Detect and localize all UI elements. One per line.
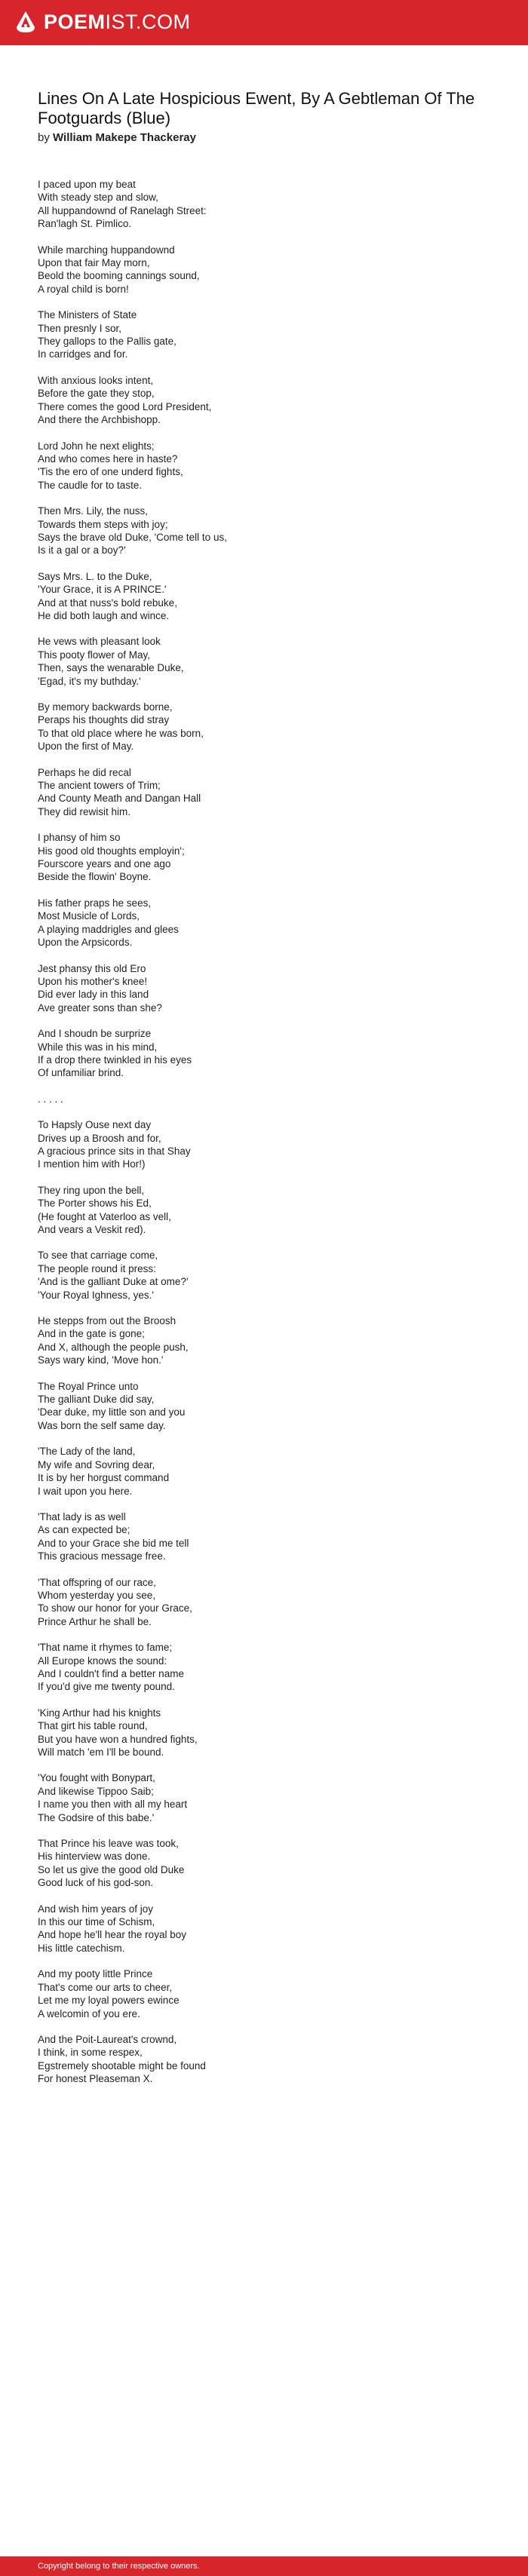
poem-stanza (38, 635, 490, 688)
poem-line: 'The Lady of the land, (38, 1446, 136, 1458)
poem-stanza (38, 178, 490, 231)
poem-line: Ran'lagh St. Pimlico. (38, 218, 132, 230)
poem-line: And in the gate is gone; (38, 1328, 145, 1340)
poem-stanza (38, 440, 490, 492)
poem-line: The people round it press: (38, 1262, 156, 1274)
poem-stanza (38, 2033, 490, 2086)
poem-stanza (38, 766, 490, 819)
poem-line: To see that carriage come, (38, 1250, 158, 1262)
poem-line: And likewise Tippoo Saib; (38, 1785, 154, 1797)
poem-stanza (38, 308, 490, 361)
poem-line: Upon the first of May. (38, 741, 134, 753)
poem-stanza (38, 1837, 490, 1890)
poem-line: While this was in his mind, (38, 1041, 158, 1053)
poem-line: And County Meath and Dangan Hall (38, 793, 201, 805)
poem-line: 'Dear duke, my little son and you (38, 1406, 186, 1418)
poem-line: And hope he'll hear the royal boy (38, 1929, 186, 1941)
logo-wordmark-bold: POEM (44, 11, 106, 33)
poem-line: They gallops to the Pallis gate, (38, 336, 177, 348)
poem-line: It is by her horgust command (38, 1472, 170, 1484)
poem-line: Will match 'em I'll be bound. (38, 1746, 164, 1758)
poem-line: I mention him with Hor!) (38, 1158, 146, 1170)
poem-line: But you have won a hundred fights, (38, 1733, 198, 1745)
poem-stanza (38, 1314, 490, 1367)
by-label: by (38, 131, 50, 144)
pencil-drop-icon (15, 11, 36, 33)
poem-line: To Hapsly Ouse next day (38, 1119, 152, 1131)
poem-line: And I couldn't find a better name (38, 1667, 184, 1679)
poem-stanza (38, 701, 490, 753)
poem-line: Of unfamiliar brind. (38, 1067, 124, 1079)
poem-line: His hinterview was done. (38, 1851, 151, 1863)
poem-body (38, 178, 490, 2086)
poem-stanza (38, 570, 490, 623)
logo-wordmark (44, 11, 191, 33)
poem-line: The caudle for to taste. (38, 479, 143, 491)
poem-line: 'That lady is as well (38, 1510, 126, 1523)
poem-line: I think, in some respex, (38, 2047, 143, 2059)
poem-line: All Europe knows the sound: (38, 1654, 167, 1667)
logo-wordmark-light: IST.COM (105, 11, 191, 33)
poem-line: 'King Arthur had his knights (38, 1707, 161, 1719)
poem-line: That girt his table round, (38, 1720, 148, 1732)
poem-line: I wait upon you here. (38, 1485, 133, 1497)
poem-line: The Ministers of State (38, 309, 137, 321)
poem-line: He stepps from out the Broosh (38, 1315, 177, 1327)
poem-line: Lord John he next elights; (38, 440, 155, 452)
poem-line: They ring upon the bell, (38, 1184, 145, 1196)
poem-line: Upon his mother's knee! (38, 975, 148, 987)
poem-stanza (38, 1771, 490, 1824)
poem-line: Then presnly I sor, (38, 322, 122, 334)
poem-line: 'That name it rhymes to fame; (38, 1642, 173, 1654)
poem-line: A gracious prince sits in that Shay (38, 1145, 191, 1157)
poem-line: They did rewisit him. (38, 805, 131, 817)
poem-line: The Royal Prince unto (38, 1380, 139, 1392)
poem-line: And vears a Veskit red). (38, 1224, 146, 1235)
poem-line: Good luck of his god-son. (38, 1877, 154, 1889)
poem-line: Says wary kind, 'Move hon.' (38, 1354, 164, 1366)
poem-line: Peraps his thoughts did stray (38, 714, 170, 726)
poem-line: So let us give the good old Duke (38, 1863, 185, 1875)
poem-stanza (38, 374, 490, 427)
poem-line: This pooty flower of May, (38, 649, 151, 661)
poem-line: Perhaps he did recal (38, 766, 131, 778)
poem-line: The Porter shows his Ed, (38, 1198, 152, 1210)
poem-line: Whom yesterday you see, (38, 1589, 156, 1601)
site-header (0, 0, 528, 45)
poem-line: And at that nuss's bold rebuke, (38, 596, 177, 609)
poem-stanza (38, 1380, 490, 1433)
poem-line: Before the gate they stop, (38, 388, 155, 400)
poem-stanza (38, 1118, 490, 1171)
poem-line: For honest Pleaseman X. (38, 2073, 153, 2085)
poem-stanza (38, 897, 490, 949)
poem-line: Then, says the wenarable Duke, (38, 662, 184, 674)
poem-line: With steady step and slow, (38, 192, 158, 204)
poem-stanza (38, 1027, 490, 1080)
poem-line: And X, although the people push, (38, 1341, 189, 1353)
poem-stanza (38, 1903, 490, 1955)
poem-line: To that old place where he was born, (38, 727, 204, 739)
poem-line: There comes the good Lord President, (38, 400, 212, 412)
poem-stanza (38, 504, 490, 557)
poem-line: To show our honor for your Grace, (38, 1602, 192, 1615)
poem-line: Upon the Arpsicords. (38, 937, 133, 949)
poem-line: The Godsire of this babe.' (38, 1811, 155, 1823)
poem-stanza (38, 244, 490, 296)
poem-line: As can expected be; (38, 1524, 130, 1536)
poem-line: All huppandownd of Ranelagh Street: (38, 204, 207, 216)
poem-stanza (38, 1967, 490, 2020)
poem-byline (38, 130, 490, 146)
poem-stanza (38, 1576, 490, 1629)
poem-line: Beold the booming cannings sound, (38, 270, 200, 282)
poem-line: If a drop there twinkled in his eyes (38, 1053, 192, 1066)
poem-line: A royal child is born! (38, 283, 129, 295)
poem-stanza (38, 1184, 490, 1237)
poem-line: And there the Archbishopp. (38, 414, 161, 426)
poem-line: His good old thoughts employin'; (38, 845, 185, 857)
poem-line: Was born the self same day. (38, 1419, 166, 1431)
poem-line: Did ever lady in this land (38, 989, 149, 1001)
site-footer (0, 2556, 528, 2576)
poem-line: In carridges and for. (38, 348, 128, 360)
site-logo[interactable] (15, 11, 191, 33)
poem-line: And who comes here in haste? (38, 452, 178, 465)
poem-line: 'That offspring of our race, (38, 1576, 156, 1588)
poem-line: Is it a gal or a boy?' (38, 544, 126, 557)
poem-line: My wife and Sovring dear, (38, 1458, 155, 1470)
poem-line: Let me my loyal powers ewince (38, 1995, 180, 2007)
poem-line: And the Poit-Laureat's crownd, (38, 2033, 177, 2045)
poem-title: Lines On A Late Hospicious Ewent, By A Gebtleman Of The Footguards (Blue) (38, 89, 475, 127)
poem-line: Beside the flowin' Boyne. (38, 871, 152, 883)
poem-line: Most Musicle of Lords, (38, 910, 140, 922)
poem-line: I paced upon my beat (38, 179, 136, 190)
poem-line: I name you then with all my heart (38, 1799, 188, 1811)
poem-line: And my pooty little Prince (38, 1968, 153, 1980)
poem-line: Then Mrs. Lily, the nuss, (38, 505, 149, 517)
poem-line: Says the brave old Duke, 'Come tell to us, (38, 531, 227, 543)
poem-line: I phansy of him so (38, 832, 121, 844)
poem-line: He did both laugh and wince. (38, 609, 170, 621)
poem-stanza (38, 1093, 490, 1106)
poem-line: . . . . . (38, 1093, 63, 1105)
poem-stanza (38, 1510, 490, 1563)
poem-line: With anxious looks intent, (38, 374, 154, 386)
poem-line: Prince Arthur he shall be. (38, 1615, 152, 1627)
poem-line: (He fought at Vaterloo as vell, (38, 1210, 171, 1222)
poem-line: 'Egad, it's my buthday.' (38, 675, 141, 687)
poem-stanza (38, 1249, 490, 1302)
poem-stanza (38, 1641, 490, 1694)
poem-line: And wish him years of joy (38, 1903, 154, 1915)
poem-stanza (38, 1445, 490, 1498)
poem-line: Ave greater sons than she? (38, 1001, 162, 1014)
poem-line: 'Your Grace, it is A PRINCE.' (38, 584, 167, 596)
poem-line: Upon that fair May morn, (38, 257, 150, 269)
poem-line: 'And is the galliant Duke at ome?' (38, 1276, 189, 1288)
poem-line: Says Mrs. L. to the Duke, (38, 570, 152, 582)
poem-line: A playing maddrigles and glees (38, 923, 179, 935)
poem-line: His little catechism. (38, 1942, 125, 1954)
poem-stanza (38, 831, 490, 884)
poem-line: That Prince his leave was took, (38, 1838, 179, 1850)
poem-line: By memory backwards borne, (38, 701, 173, 713)
poem-line: Jest phansy this old Ero (38, 962, 146, 974)
poem-line: The ancient towers of Trim; (38, 780, 161, 792)
poem-line: And I shoudn be surprize (38, 1028, 152, 1040)
poem-line: In this our time of Schism, (38, 1916, 155, 1928)
poem-line: If you'd give me twenty pound. (38, 1681, 175, 1693)
copyright-notice: Copyright belong to their respective owners. (38, 2562, 200, 2571)
poem-line: He vews with pleasant look (38, 636, 161, 648)
poem-line: This gracious message free. (38, 1550, 166, 1562)
poem-stanza (38, 962, 490, 1015)
poem-line: 'You fought with Bonypart, (38, 1772, 155, 1784)
poem-line: That's come our arts to cheer, (38, 1981, 173, 1993)
poem-line: Towards them steps with joy; (38, 518, 168, 530)
poem-stanza (38, 1707, 490, 1759)
poem-line: The galliant Duke did say, (38, 1394, 155, 1406)
poem-line: And to your Grace she bid me tell (38, 1537, 189, 1549)
poem-line: 'Tis the ero of one underd fights, (38, 466, 183, 478)
poem-line: While marching huppandownd (38, 244, 175, 256)
poem-line: Fourscore years and one ago (38, 858, 171, 870)
poem-line: 'Your Royal Ighness, yes.' (38, 1289, 154, 1301)
poem-line: Drives up a Broosh and for, (38, 1132, 161, 1144)
poem-line: A welcomin of you ere. (38, 2007, 140, 2019)
poem-line: Egstremely shootable might be found (38, 2059, 206, 2072)
poem-line: His father praps he sees, (38, 897, 152, 909)
poem-content (38, 89, 490, 2099)
author-link[interactable]: William Makepe Thackeray (53, 131, 196, 144)
